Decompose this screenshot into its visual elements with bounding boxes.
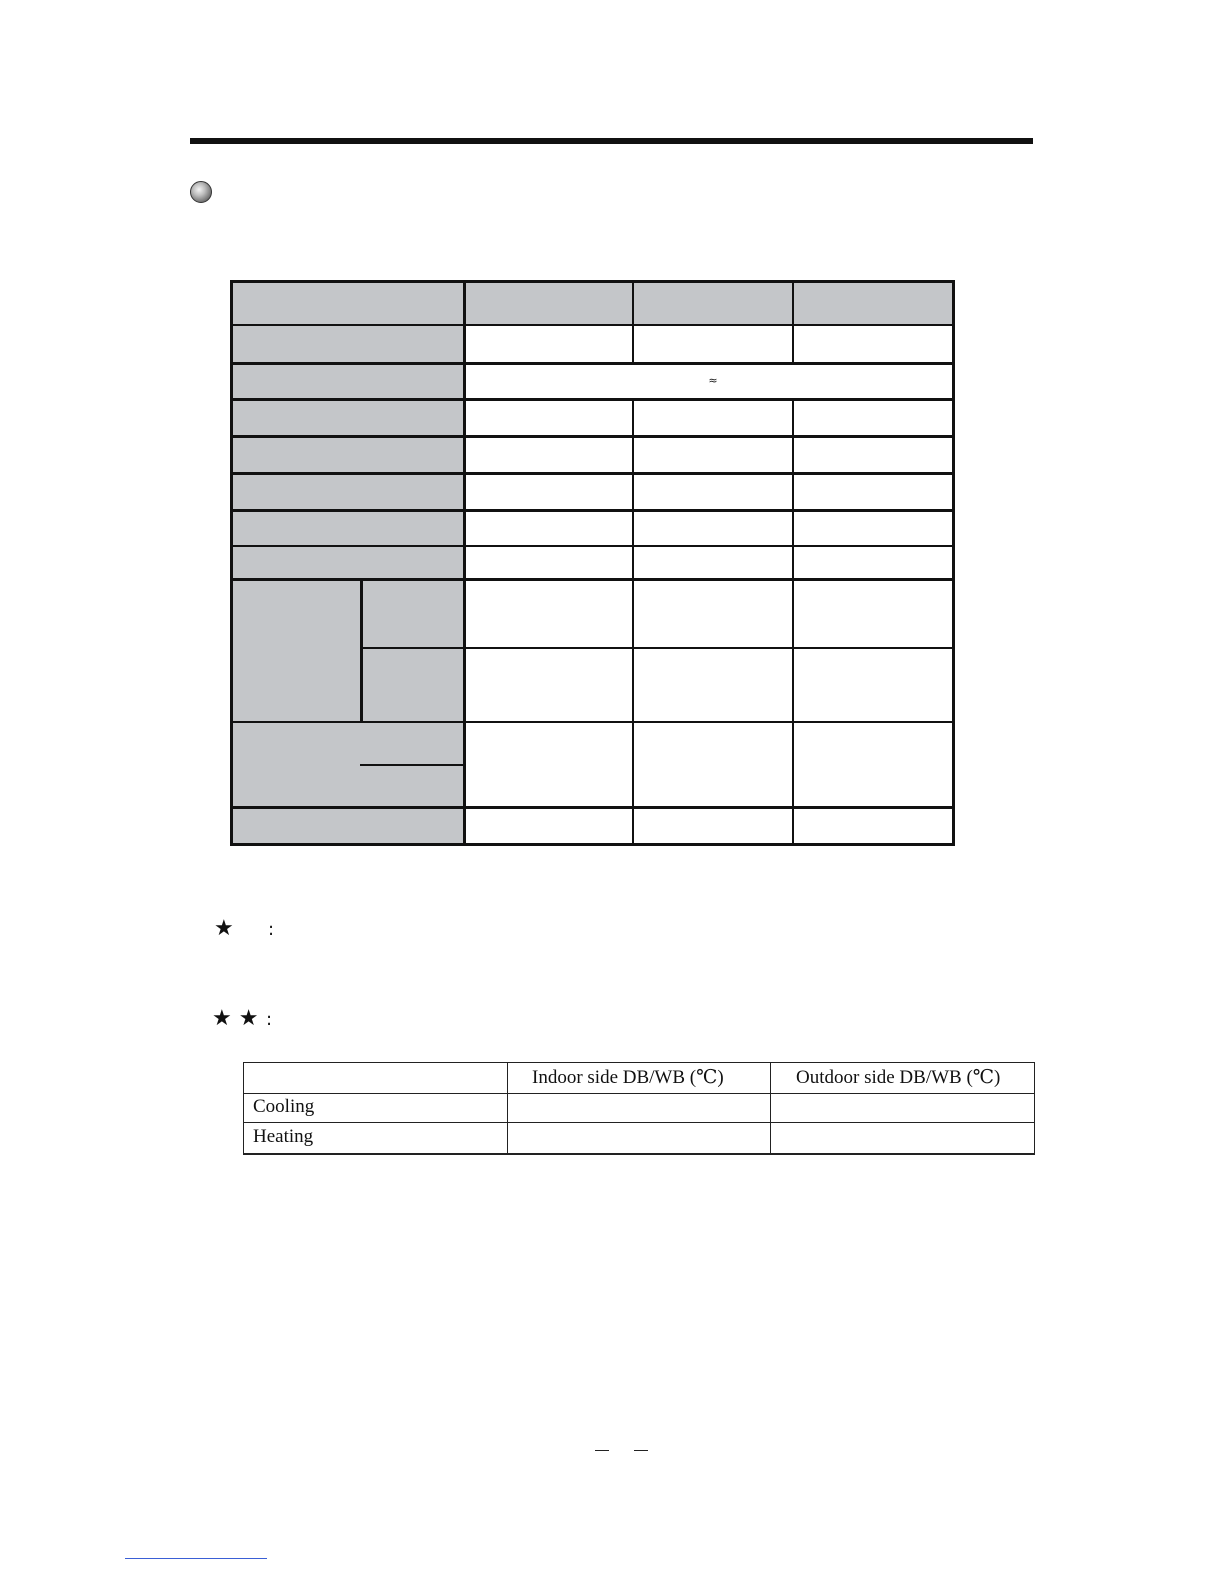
round-bullet-icon xyxy=(190,181,212,203)
footer-link-underline[interactable] xyxy=(125,1558,267,1559)
single-star-colon: : xyxy=(268,919,275,940)
voltage-approx-symbol: ≈ xyxy=(708,374,718,387)
double-star-icon: ★ ★ xyxy=(212,1006,259,1031)
label-column xyxy=(232,324,465,844)
row-label-cooling: Cooling xyxy=(253,1096,315,1117)
page-number-dash-right xyxy=(634,1450,648,1451)
top-rule xyxy=(190,138,1033,144)
double-star-colon: : xyxy=(266,1009,273,1030)
specification-table xyxy=(230,280,955,846)
single-star-icon: ★ xyxy=(214,916,234,941)
header-outdoor: Outdoor side DB/WB (℃) xyxy=(796,1067,1001,1088)
header-indoor: Indoor side DB/WB (℃) xyxy=(532,1067,724,1088)
rating-conditions-table xyxy=(243,1062,1035,1155)
header-row xyxy=(232,282,953,324)
page-number-dash-left xyxy=(595,1450,609,1451)
row-label-heating: Heating xyxy=(253,1126,314,1147)
